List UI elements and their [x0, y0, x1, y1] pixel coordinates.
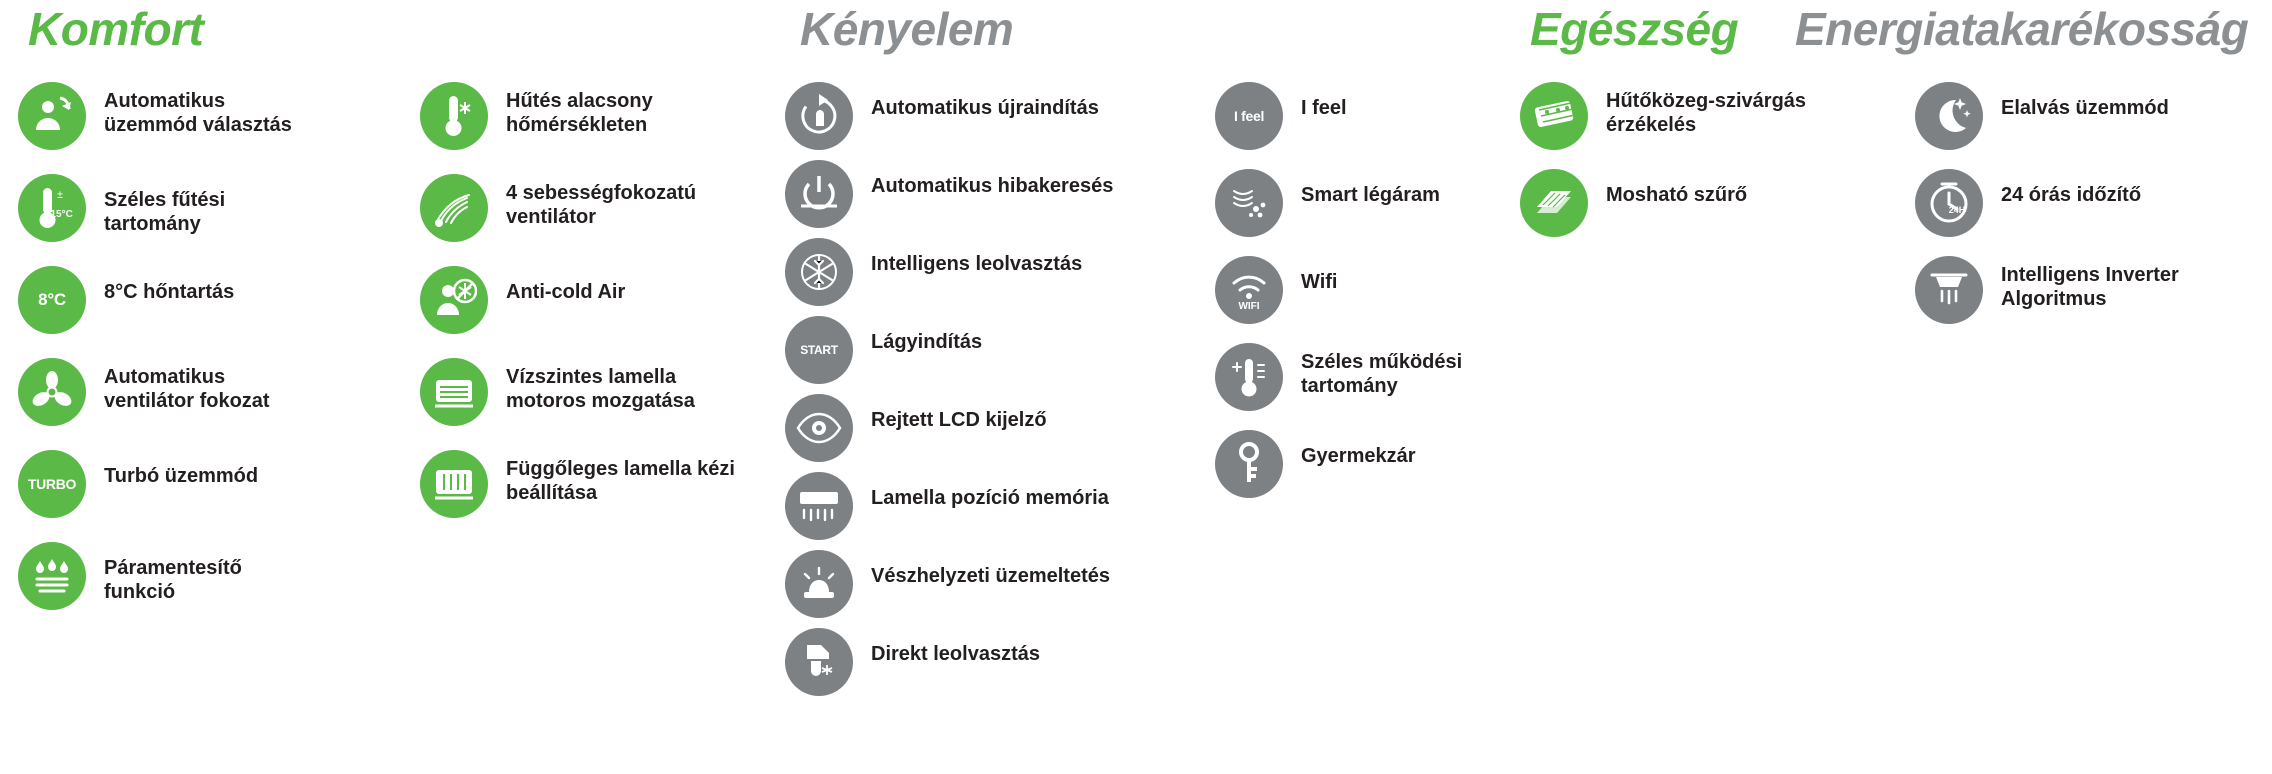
- section-heading-komfort: Komfort: [28, 3, 204, 55]
- section-heading-egeszseg: Egészség: [1530, 3, 1739, 55]
- feature-label: I feel: [1301, 97, 1347, 119]
- low-temp-cooling-icon: [420, 82, 488, 150]
- feature-item: [785, 238, 1165, 306]
- auto-restart-icon: [785, 82, 853, 150]
- feature-item: [1915, 82, 2255, 150]
- emergency-operation-icon: [785, 550, 853, 618]
- feature-item: [1520, 169, 1810, 237]
- feature-column-egeszseg: [1520, 82, 1810, 251]
- feature-label: Anti-cold Air: [506, 281, 626, 303]
- soft-start-icon: [785, 316, 853, 384]
- icon-badge-text: TURBO: [27, 475, 77, 492]
- timer-24h-icon: [1915, 169, 1983, 237]
- feature-item: [18, 542, 318, 610]
- feature-label: Páramentesítő funkció: [104, 557, 242, 604]
- feature-item: [785, 316, 1165, 384]
- feature-item: [420, 82, 760, 150]
- intelligent-inverter-algorithm-icon: [1915, 256, 1983, 324]
- feature-item: [785, 472, 1165, 540]
- feature-label: Turbó üzemmód: [104, 465, 259, 487]
- auto-mode-person-icon: [18, 82, 86, 150]
- icon-badge-text: START: [800, 342, 838, 357]
- thermometer-minus-15-icon: [18, 174, 86, 242]
- intelligent-defrost-icon: [785, 238, 853, 306]
- smart-airflow-icon: [1215, 169, 1283, 237]
- feature-column-kenyelem-1: [785, 82, 1165, 710]
- feature-item: [18, 358, 318, 426]
- hidden-lcd-display-icon: [785, 394, 853, 462]
- feature-item: [18, 174, 318, 242]
- feature-label: 8°C hőntartás: [104, 281, 235, 303]
- feature-column-komfort-2: [420, 82, 760, 532]
- vertical-louver-manual-icon: [420, 450, 488, 518]
- feature-item: [420, 174, 760, 242]
- feature-label: Automatikus újraindítás: [871, 97, 1099, 119]
- feature-label: Automatikus ventilátor fokozat: [104, 366, 270, 413]
- feature-column-kenyelem-2: [1215, 82, 1515, 512]
- feature-item: [785, 628, 1165, 696]
- feature-column-komfort-1: [18, 82, 318, 624]
- feature-item: [18, 82, 318, 150]
- feature-label: Lamella pozíció memória: [871, 487, 1109, 509]
- child-lock-icon: [1215, 430, 1283, 498]
- feature-column-energiatakarekossag: [1915, 82, 2255, 338]
- i-feel-icon: [1215, 82, 1283, 150]
- direct-defrost-icon: [785, 628, 853, 696]
- feature-label: Hűtés alacsony hőmérsékleten: [506, 90, 653, 137]
- eight-degree-keep-warm-icon: [18, 266, 86, 334]
- feature-item: [18, 450, 318, 518]
- svg-text:24H: 24H: [1948, 205, 1966, 215]
- feature-item: [1215, 82, 1515, 150]
- feature-label: 24 órás időzítő: [2001, 184, 2142, 206]
- dehumidify-icon: [18, 542, 86, 610]
- refrigerant-leak-detection-icon: [1520, 82, 1588, 150]
- feature-item: [1215, 343, 1515, 411]
- auto-diagnosis-icon: [785, 160, 853, 228]
- section-heading-kenyelem: Kényelem: [800, 3, 1014, 55]
- feature-item: [420, 358, 760, 426]
- feature-item: [1520, 82, 1810, 150]
- svg-text:±: ±: [56, 189, 64, 201]
- feature-item: [18, 266, 318, 334]
- auto-fan-speed-icon: [18, 358, 86, 426]
- feature-item: [1915, 256, 2255, 324]
- feature-item: [785, 82, 1165, 150]
- turbo-mode-icon: [18, 450, 86, 518]
- feature-label: Direkt leolvasztás: [871, 643, 1040, 665]
- feature-item: [785, 394, 1165, 462]
- feature-label: Elalvás üzemmód: [2001, 97, 2169, 119]
- svg-text:-15°C: -15°C: [47, 209, 73, 220]
- feature-item: [420, 266, 760, 334]
- feature-item: [1215, 256, 1515, 324]
- feature-label: Wifi: [1301, 271, 1338, 293]
- wide-operating-range-icon: [1215, 343, 1283, 411]
- feature-label: Mosható szűrő: [1606, 184, 1748, 206]
- feature-label: Hűtőközeg-szivárgás érzékelés: [1606, 90, 1807, 137]
- feature-label: Függőleges lamella kézi beállítása: [506, 458, 735, 505]
- feature-item: [1915, 169, 2255, 237]
- wifi-icon: [1215, 256, 1283, 324]
- svg-text:WIFI: WIFI: [1238, 301, 1260, 311]
- four-speed-fan-icon: [420, 174, 488, 242]
- feature-item: [1215, 430, 1515, 498]
- feature-label: Széles fűtési tartomány: [104, 189, 226, 236]
- horizontal-louver-motor-icon: [420, 358, 488, 426]
- feature-label: Intelligens Inverter Algoritmus: [2001, 264, 2179, 311]
- feature-item: [785, 160, 1165, 228]
- feature-label: Széles működési tartomány: [1301, 351, 1463, 398]
- anti-cold-air-icon: [420, 266, 488, 334]
- feature-label: Intelligens leolvasztás: [871, 253, 1083, 275]
- louver-position-memory-icon: [785, 472, 853, 540]
- feature-label: Smart légáram: [1301, 184, 1440, 206]
- feature-label: Rejtett LCD kijelző: [871, 409, 1047, 431]
- icon-badge-text: 8°C: [38, 290, 66, 310]
- washable-filter-icon: [1520, 169, 1588, 237]
- section-heading-energiatakarekossag: Energiatakarékosság: [1795, 3, 2249, 55]
- feature-label: Automatikus hibakeresés: [871, 175, 1114, 197]
- feature-label: Vészhelyzeti üzemeltetés: [871, 565, 1110, 587]
- feature-label: Vízszintes lamella motoros mozgatása: [506, 366, 695, 413]
- sleep-mode-icon: [1915, 82, 1983, 150]
- feature-item: [785, 550, 1165, 618]
- feature-label: Gyermekzár: [1301, 445, 1416, 467]
- feature-label: 4 sebességfokozatú ventilátor: [506, 182, 697, 229]
- feature-item: [420, 450, 760, 518]
- feature-item: [1215, 169, 1515, 237]
- icon-badge-text: I feel: [1233, 107, 1265, 124]
- feature-label: Automatikus üzemmód választás: [104, 90, 292, 137]
- feature-label: Lágyindítás: [871, 331, 983, 353]
